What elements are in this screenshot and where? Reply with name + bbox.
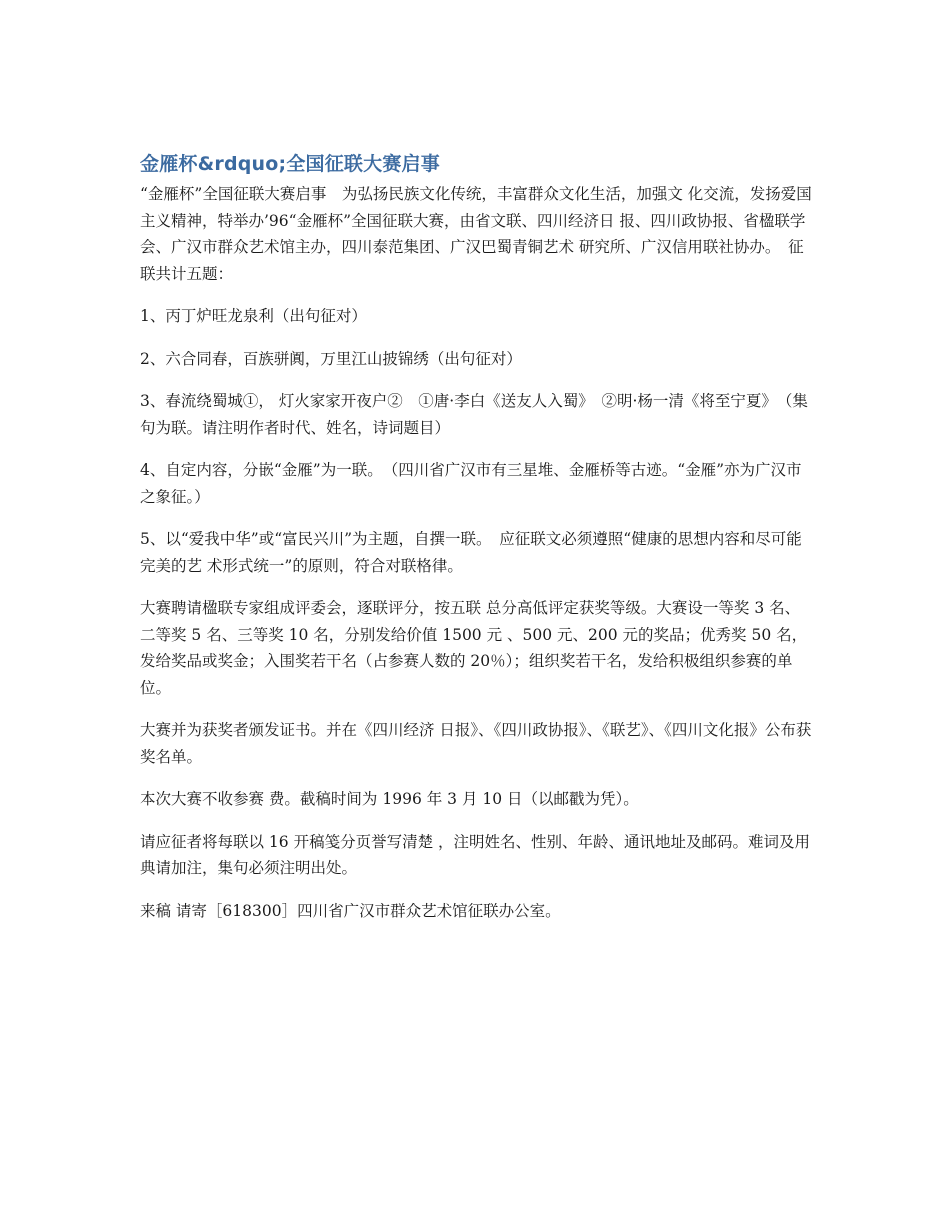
topic-4-paragraph: 4、自定内容，分嵌“金雁”为一联。 （四川省广汉市有三星堆、金雁桥等古迹。“金雁”亦为广汉市之象征。） — [140, 461, 802, 506]
certificate-paragraph: 大赛并为获奖者颁发证书。并在《四川经济 日报》、《四川政协报》、《联艺》、《四川文化报》公布获奖名单。 — [140, 721, 812, 766]
document-page — [140, 148, 815, 940]
topic-2-paragraph: 2、六合同春，百族骈阗，万里江山披锦绣（出句征对） — [140, 349, 522, 368]
topic-5-paragraph: 5、以“爱我中华”或“富民兴川”为主题，自撰一联。 应征联文必须遵照“健康的思想内容和尽可能完美的艺 术形式统一”的原则，符合对联格律。 — [140, 530, 802, 575]
document-title: 金雁杯&rdquo;全国征联大赛启事 — [140, 153, 440, 175]
submission-rules-paragraph: 请应征者将每联以 16 开稿笺分页誉写清楚 ，注明姓名、性别、年龄、通讯地址及邮码。难词及用典请加注，集句必须注明出处。 — [140, 832, 811, 877]
awards-paragraph: 大赛聘请楹联专家组成评委会，逐联评分，按五联 总分高低评定获奖等级。大赛设一等奖 3 名、二等奖 5 名、三等奖 10 名，分别发给价值 1500 元 、500 元、200 元的奖品；优秀奖 50 名，发给奖品或奖金；入围奖若干名（占参赛人数的 20％）；组织奖若干名，发给积极组织参赛的单位。 — [140, 599, 808, 697]
topic-3-paragraph: 3、春流绕蜀城①， 灯火家家开夜户② ①唐·李白《送友人入蜀》 ②明·杨一清《将至宁夏》 （集句为联。请注明作者时代、姓名，诗词题目） — [140, 392, 808, 437]
topic-1-paragraph: 1、丙丁炉旺龙泉利（出句征对） — [140, 307, 367, 325]
deadline-paragraph: 本次大赛不收参赛 费。截稿时间为 1996 年 3 月 10 日（以邮戳为凭）。 — [140, 790, 639, 808]
intro-paragraph: “金雁杯”全国征联大赛启事 为弘扬民族文化传统，丰富群众文化生活，加强文 化交流，发扬爱国主义精神，特举办’96“金雁杯”全国征联大赛，由省文联、四川经济日 报、四川政协报、省楹联学会、广汉市群众艺术馆主办，四川泰范集团、广汉巴蜀青铜艺术 研究所、广汉信用联社协办。 征联共计五题： — [140, 185, 812, 283]
address-paragraph: 来稿 请寄［618300］四川省广汉市群众艺术馆征联办公室。 — [140, 901, 561, 920]
